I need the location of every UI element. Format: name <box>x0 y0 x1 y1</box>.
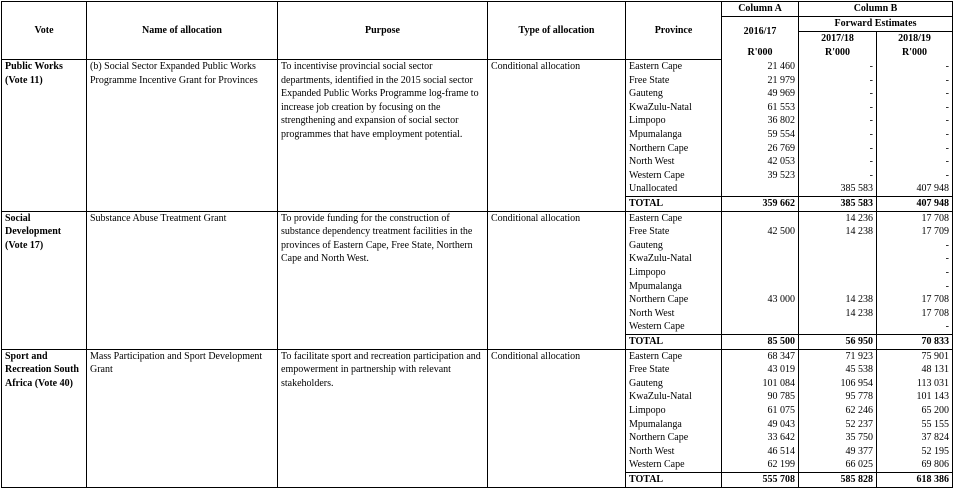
amount-cell: 17 708 <box>877 211 953 225</box>
amount-cell <box>722 307 799 321</box>
allocation-table <box>1 1 953 488</box>
amount-cell: 62 246 <box>799 404 877 418</box>
province-cell: Gauteng <box>626 377 722 391</box>
amount-cell: 59 554 <box>722 128 799 142</box>
amount-cell: 101 084 <box>722 377 799 391</box>
total-amount-cell: 85 500 <box>722 334 799 349</box>
province-cell: Gauteng <box>626 87 722 101</box>
column-b-header: Column B <box>799 2 953 17</box>
province-header: Province <box>626 2 722 60</box>
amount-cell: - <box>877 155 953 169</box>
amount-cell: 66 025 <box>799 458 877 472</box>
amount-cell: - <box>799 74 877 88</box>
amount-cell: 49 969 <box>722 87 799 101</box>
total-amount-cell: 359 662 <box>722 197 799 212</box>
amount-cell <box>799 320 877 334</box>
amount-cell <box>722 211 799 225</box>
amount-cell: 113 031 <box>877 377 953 391</box>
total-amount-cell: 56 950 <box>799 334 877 349</box>
total-amount-cell: 585 828 <box>799 472 877 487</box>
amount-cell <box>722 252 799 266</box>
amount-cell: - <box>799 60 877 74</box>
province-cell: North West <box>626 445 722 459</box>
purpose-cell: To provide funding for the construction of substance dependency treatment facilities in the provinces of Eastern Cape, Free State, Northern Cape and North West. <box>278 211 488 349</box>
province-cell: Unallocated <box>626 182 722 196</box>
amount-cell: - <box>877 169 953 183</box>
amount-cell: 61 075 <box>722 404 799 418</box>
amount-cell <box>799 266 877 280</box>
allocation-name-cell: (b) Social Sector Expanded Public Works Programme Incentive Grant for Provinces <box>87 60 278 212</box>
province-cell: Limpopo <box>626 404 722 418</box>
amount-cell: 42 053 <box>722 155 799 169</box>
name-header: Name of allocation <box>87 2 278 60</box>
amount-cell: - <box>877 142 953 156</box>
allocation-name-cell: Substance Abuse Treatment Grant <box>87 211 278 349</box>
amount-cell: 37 824 <box>877 431 953 445</box>
province-cell: Eastern Cape <box>626 349 722 363</box>
amount-cell: 52 237 <box>799 418 877 432</box>
amount-cell <box>722 280 799 294</box>
amount-cell: 42 500 <box>722 225 799 239</box>
total-label: TOTAL <box>626 197 722 212</box>
province-cell: Free State <box>626 74 722 88</box>
province-cell: Eastern Cape <box>626 60 722 74</box>
amount-cell <box>799 252 877 266</box>
allocation-type-cell: Conditional allocation <box>488 349 626 487</box>
amount-cell: 14 238 <box>799 293 877 307</box>
allocation-name-cell: Mass Participation and Sport Development Grant <box>87 349 278 487</box>
province-cell: Limpopo <box>626 266 722 280</box>
amount-cell: 95 778 <box>799 390 877 404</box>
type-header: Type of allocation <box>488 2 626 60</box>
amount-cell: 48 131 <box>877 363 953 377</box>
amount-cell <box>722 266 799 280</box>
total-amount-cell: 555 708 <box>722 472 799 487</box>
province-cell: KwaZulu-Natal <box>626 101 722 115</box>
allocation-body <box>2 60 953 487</box>
province-cell: Western Cape <box>626 458 722 472</box>
province-cell: KwaZulu-Natal <box>626 390 722 404</box>
amount-cell: - <box>799 142 877 156</box>
province-cell: North West <box>626 155 722 169</box>
amount-cell: 49 377 <box>799 445 877 459</box>
purpose-cell: To incentivise provincial social sector departments, identified in the 2015 social sector Expanded Public Works Programme log-frame to increase job creation by focusing on the strengthening and expansion of social sector programmes that have employment potential. <box>278 60 488 212</box>
table-row <box>2 349 953 363</box>
amount-cell: - <box>877 101 953 115</box>
province-cell: Western Cape <box>626 169 722 183</box>
amount-cell: 90 785 <box>722 390 799 404</box>
amount-cell: 26 769 <box>722 142 799 156</box>
amount-cell: - <box>799 169 877 183</box>
amount-cell: 39 523 <box>722 169 799 183</box>
vote-cell: Sport and Recreation South Africa (Vote 40) <box>2 349 87 487</box>
amount-cell: - <box>799 155 877 169</box>
total-amount-cell: 407 948 <box>877 197 953 212</box>
amount-cell: 35 750 <box>799 431 877 445</box>
province-cell: Mpumalanga <box>626 280 722 294</box>
year-2016-header: 2016/17 <box>722 17 799 46</box>
amount-cell: - <box>877 266 953 280</box>
amount-cell: 49 043 <box>722 418 799 432</box>
amount-cell: 101 143 <box>877 390 953 404</box>
allocation-type-cell: Conditional allocation <box>488 60 626 212</box>
total-label: TOTAL <box>626 334 722 349</box>
amount-cell <box>722 239 799 253</box>
amount-cell: 62 199 <box>722 458 799 472</box>
province-cell: Free State <box>626 225 722 239</box>
amount-cell <box>799 239 877 253</box>
province-cell: Northern Cape <box>626 142 722 156</box>
amount-cell: - <box>877 74 953 88</box>
amount-cell: 14 238 <box>799 225 877 239</box>
province-cell: KwaZulu-Natal <box>626 252 722 266</box>
amount-cell: - <box>799 128 877 142</box>
total-amount-cell: 70 833 <box>877 334 953 349</box>
province-cell: North West <box>626 307 722 321</box>
unit-label-a: R'000 <box>722 46 799 60</box>
amount-cell: 21 460 <box>722 60 799 74</box>
amount-cell: 21 979 <box>722 74 799 88</box>
amount-cell: 71 923 <box>799 349 877 363</box>
amount-cell: 33 642 <box>722 431 799 445</box>
province-cell: Mpumalanga <box>626 418 722 432</box>
amount-cell: 46 514 <box>722 445 799 459</box>
amount-cell: - <box>877 114 953 128</box>
amount-cell: 75 901 <box>877 349 953 363</box>
vote-header: Vote <box>2 2 87 60</box>
province-cell: Gauteng <box>626 239 722 253</box>
amount-cell: - <box>799 114 877 128</box>
province-cell: Mpumalanga <box>626 128 722 142</box>
amount-cell: - <box>877 239 953 253</box>
province-cell: Northern Cape <box>626 293 722 307</box>
province-cell: Western Cape <box>626 320 722 334</box>
total-amount-cell: 618 386 <box>877 472 953 487</box>
purpose-header: Purpose <box>278 2 488 60</box>
amount-cell: 65 200 <box>877 404 953 418</box>
amount-cell: 45 538 <box>799 363 877 377</box>
province-cell: Eastern Cape <box>626 211 722 225</box>
table-row <box>2 60 953 74</box>
column-a-header: Column A <box>722 2 799 17</box>
amount-cell: 43 019 <box>722 363 799 377</box>
amount-cell: 14 236 <box>799 211 877 225</box>
amount-cell: - <box>877 320 953 334</box>
vote-cell: Social Development (Vote 17) <box>2 211 87 349</box>
amount-cell: 36 802 <box>722 114 799 128</box>
amount-cell: - <box>799 87 877 101</box>
amount-cell: 385 583 <box>799 182 877 196</box>
forward-estimates-header: Forward Estimates <box>799 17 953 32</box>
year-2018-header: 2018/19 <box>877 32 953 46</box>
table-row <box>2 211 953 225</box>
amount-cell: 52 195 <box>877 445 953 459</box>
purpose-cell: To facilitate sport and recreation participation and empowerment in partnership with relevant stakeholders. <box>278 349 488 487</box>
year-2017-header: 2017/18 <box>799 32 877 46</box>
amount-cell: 407 948 <box>877 182 953 196</box>
total-label: TOTAL <box>626 472 722 487</box>
amount-cell: 17 709 <box>877 225 953 239</box>
amount-cell: 14 238 <box>799 307 877 321</box>
amount-cell: 43 000 <box>722 293 799 307</box>
province-cell: Limpopo <box>626 114 722 128</box>
amount-cell: 106 954 <box>799 377 877 391</box>
amount-cell <box>722 182 799 196</box>
amount-cell: 68 347 <box>722 349 799 363</box>
amount-cell <box>722 320 799 334</box>
amount-cell <box>799 280 877 294</box>
vote-cell: Public Works (Vote 11) <box>2 60 87 212</box>
amount-cell: 17 708 <box>877 293 953 307</box>
unit-label-c: R'000 <box>877 46 953 60</box>
amount-cell: 55 155 <box>877 418 953 432</box>
province-cell: Northern Cape <box>626 431 722 445</box>
amount-cell: - <box>877 128 953 142</box>
unit-label-b: R'000 <box>799 46 877 60</box>
province-cell: Free State <box>626 363 722 377</box>
amount-cell: - <box>877 252 953 266</box>
amount-cell: - <box>877 280 953 294</box>
total-amount-cell: 385 583 <box>799 197 877 212</box>
amount-cell: 17 708 <box>877 307 953 321</box>
amount-cell: 61 553 <box>722 101 799 115</box>
amount-cell: 69 806 <box>877 458 953 472</box>
amount-cell: - <box>877 87 953 101</box>
amount-cell: - <box>877 60 953 74</box>
amount-cell: - <box>799 101 877 115</box>
allocation-type-cell: Conditional allocation <box>488 211 626 349</box>
